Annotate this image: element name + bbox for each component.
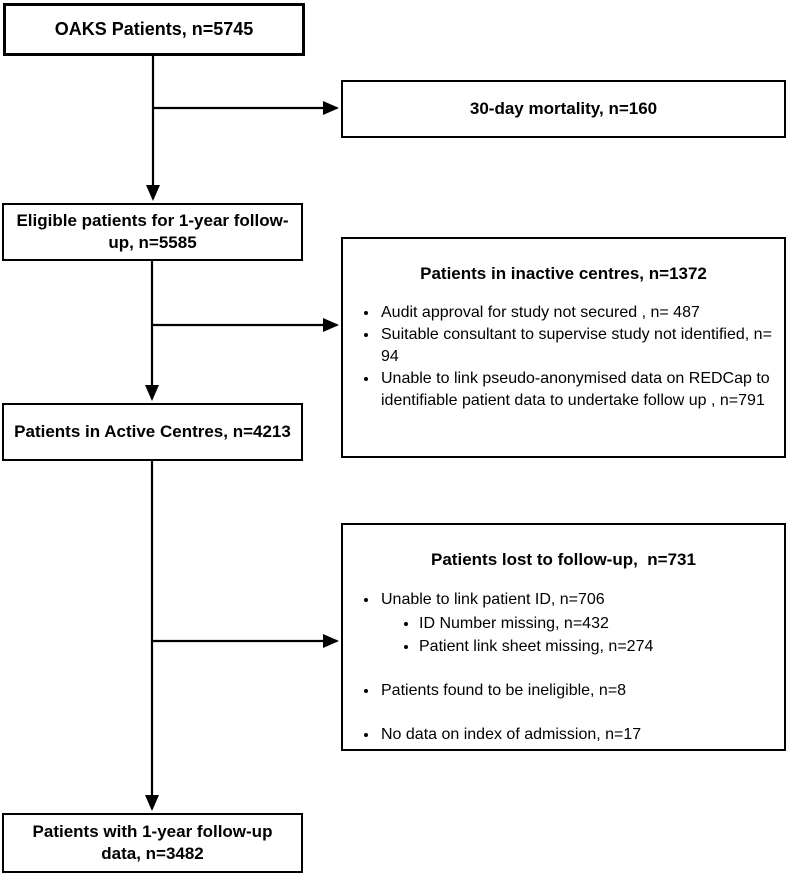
box-eligible-patients (2, 203, 303, 261)
box-oaks-patients-label: OAKS Patients, n=5745 (54, 18, 254, 39)
lost-followup-sub-bullet-list (381, 612, 772, 658)
box-active-centres (2, 403, 303, 461)
sub-bullet-item: • ID Number missing, n=432 (419, 612, 772, 635)
box-1year-followup-label: Patients with 1-year follow-up data, n=3482 (32, 821, 273, 863)
bullet-item (379, 588, 772, 658)
lost-followup-title: Patients lost to follow-up, n=731 (431, 550, 696, 569)
bullet-item: • Unable to link pseudo-anonymised data on REDCap to identifiable patient data to undertake follow up , n=791 (379, 368, 772, 412)
box-lost-followup (341, 523, 786, 751)
box-active-centres-label: Patients in Active Centres, n=4213 (14, 421, 291, 441)
box-inactive-centres (341, 237, 786, 458)
inactive-centres-title: Patients in inactive centres, n=1372 (420, 264, 707, 283)
bullet-item: • Audit approval for study not secured , n= 487 (379, 302, 772, 324)
lost-followup-bullet-list (343, 588, 784, 746)
box-30-day-mortality (341, 80, 786, 138)
bullet-text: Unable to link patient ID, n=706 (381, 591, 605, 608)
sub-bullet-item: • Patient link sheet missing, n=274 (419, 635, 772, 658)
inactive-centres-bullet-list (343, 302, 784, 412)
box-eligible-patients-label: Eligible patients for 1-year follow-up, n=5585 (16, 210, 289, 252)
bullet-item: • No data on index of admission, n=17 (379, 723, 772, 746)
box-oaks-patients (3, 3, 305, 56)
bullet-item: • Suitable consultant to supervise study not identified, n= 94 (379, 324, 772, 368)
box-30-day-mortality-label: 30-day mortality, n=160 (469, 98, 658, 118)
box-1year-followup (2, 813, 303, 873)
bullet-item: • Patients found to be ineligible, n=8 (379, 679, 772, 702)
